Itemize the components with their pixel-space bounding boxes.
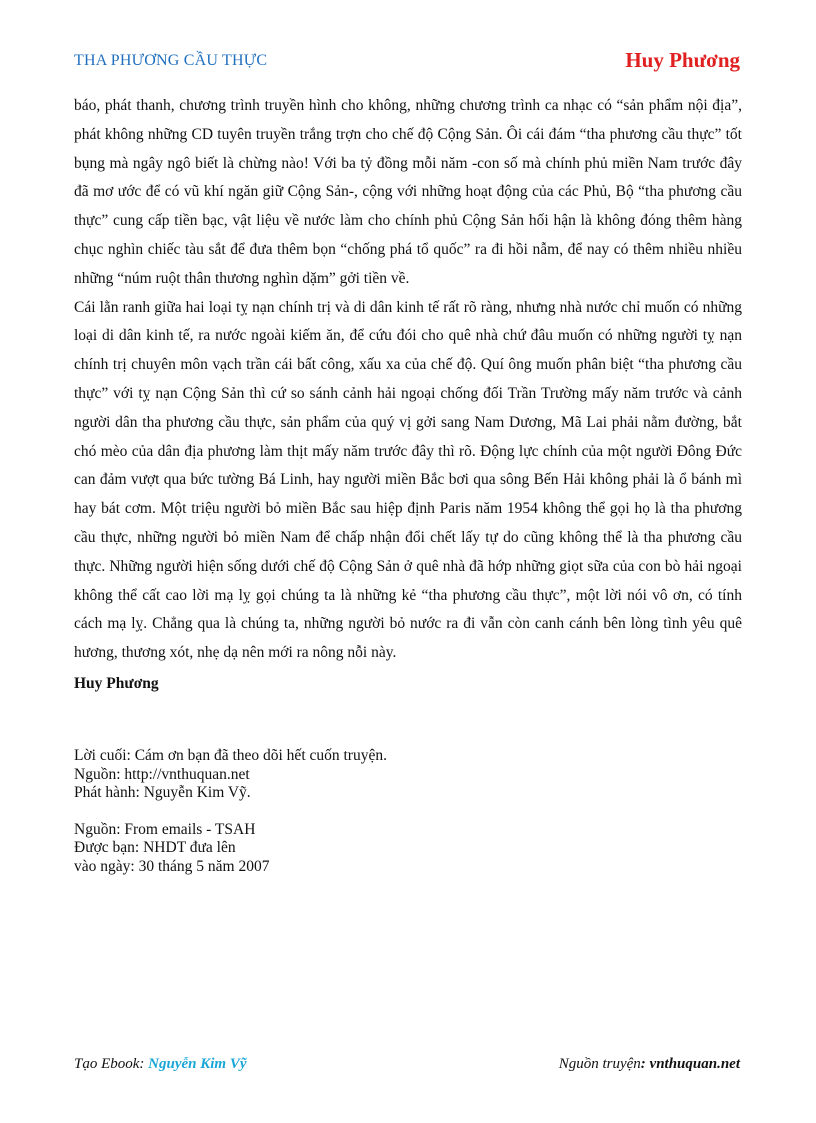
- footer-ebook-credit: [74, 1056, 247, 1073]
- notes-spacer: [74, 803, 387, 821]
- footer-ebook-separator: :: [139, 1056, 149, 1072]
- header-title: THA PHƯƠNG CẦU THỰC: [74, 52, 268, 69]
- footer-source-site: vnthuquan.net: [649, 1056, 740, 1072]
- paragraph-2: Cái lằn ranh giữa hai loại tỵ nạn chính trị và di dân kinh tế rất rõ ràng, nhưng nhà nước chỉ muốn có những loại di dân kinh tế, ra nước ngoài kiếm ăn, để cứu đói cho quê nhà chứ đâu muốn có những người tỵ nạn chính trị chuyên môn vạch trần cái bất công, xấu xa của chế độ. Quí ông muốn phân biệt “tha phương cầu thực” với tỵ nạn Cộng Sản thì cứ so sánh cảnh hải ngoại chống đối Trần Trường mấy năm trước và cảnh người dân tha phương cầu thực, sản phẩm của quý vị gởi sang Nam Dương, Mã Lai phải nằm đường, bắt chó mèo của dân địa phương làm thịt mấy năm trước đây thì rõ. Động lực chính của một người Đông Đức can đảm vượt qua bức tường Bá Linh, hay người miền Bắc bơi qua sông Bến Hải không phải là ổ bánh mì hay bát cơm. Một triệu người bỏ miền Bắc sau hiệp định Paris năm 1954 không thể gọi họ là tha phương cầu thực, những người bỏ miền Nam để chấp nhận đổi chết lấy tự do cũng không thể là tha phương cầu thực. Những người hiện sống dưới chế độ Cộng Sản ở quê nhà đã hớp những giọt sữa của con bò hải ngoại không thể cất cao lời mạ lỵ gọi chúng ta là những kẻ “tha phương cầu thực”, một lời nói vô ơn, có tính cách mạ lỵ. Chẳng qua là chúng ta, những người bỏ nước ra đi vẫn còn canh cánh bên lòng tình yêu quê hương, thương xót, nhẹ dạ nên mới ra nông nỗi này.: [74, 298, 742, 662]
- closing-notes: [74, 747, 387, 876]
- footer-source-separator: :: [640, 1056, 650, 1072]
- footer-ebook-name: Nguyễn Kim Vỹ: [148, 1056, 247, 1072]
- note-closing: Lời cuối: Cám ơn bạn đã theo dõi hết cuốn truyện.: [74, 747, 387, 764]
- footer-source-credit: [559, 1056, 740, 1073]
- note-uploader: Được bạn: NHDT đưa lên: [74, 839, 236, 856]
- footer-source-label: Nguồn truyện: [558, 1056, 641, 1072]
- header-author: Huy Phương: [625, 48, 740, 72]
- signature: Huy Phương: [74, 675, 159, 692]
- paragraph-1: báo, phát thanh, chương trình truyền hình cho không, những chương trình ca nhạc có “sản phẩm nội địa”, phát không những CD tuyên truyền trắng trợn cho chế độ Cộng Sản. Ôi cái đám “tha phương cầu thực” tốt bụng mà ngây ngô biết là chừng nào! Với ba tỷ đồng mỗi năm -con số mà chính phủ miền Nam trước đây đã mơ ước để có vũ khí ngăn giữ Cộng Sản-, cộng với những hoạt động của các Phủ, Bộ “tha phương cầu thực” cung cấp tiền bạc, vật liệu về nước làm cho chính phủ Cộng Sản hối hận là không đóng thêm hàng chục nghìn chiếc tàu sắt để đưa thêm bọn “chống phá tổ quốc” ra đi hồi nẫm, để nay có thêm nhiều nhiều những “núm ruột thân thương nghìn dặm” gởi tiền về.: [74, 97, 742, 287]
- footer-ebook-label: Tạo Ebook: [74, 1056, 140, 1072]
- note-source: Nguồn: http://vnthuquan.net: [74, 765, 250, 783]
- note-publisher: Phát hành: Nguyễn Kim Vỹ.: [74, 784, 251, 801]
- note-origin: Nguồn: From emails - TSAH: [74, 820, 256, 838]
- note-date: vào ngày: 30 tháng 5 năm 2007: [74, 857, 270, 875]
- article-body: [74, 92, 742, 668]
